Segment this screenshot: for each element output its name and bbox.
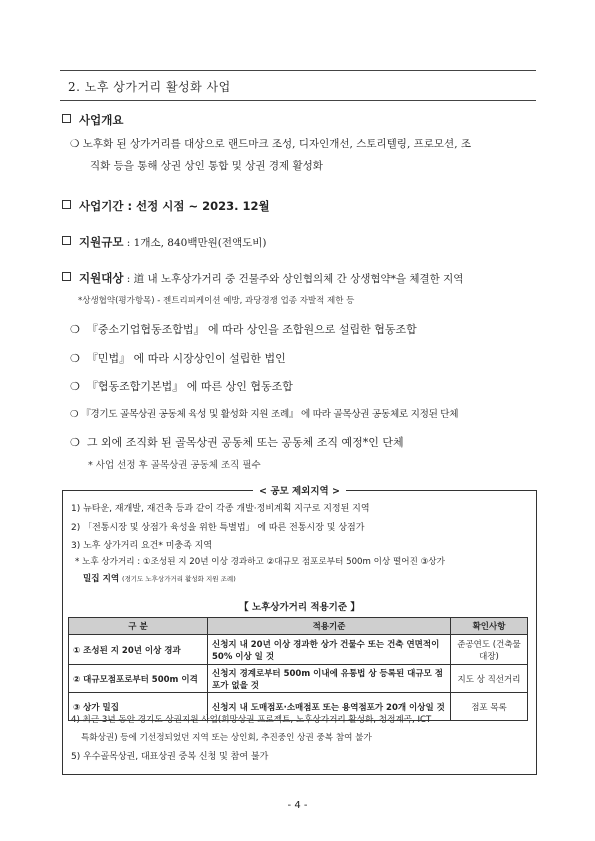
table-cell-criteria: 신청지 내 도매점포·소매점포 또는 용역점포가 20개 이상일 것 <box>208 693 451 721</box>
exclusion-line5: 5) 우수골목상권, 대표상권 중복 신청 및 참여 불가 <box>71 752 269 762</box>
top-rule <box>60 70 536 71</box>
table-cell-check: 준공연도 (건축물대장) <box>451 635 528 665</box>
overview-line2: 직화 등을 통해 상권 상인 통합 및 상권 경제 활성화 <box>90 160 323 172</box>
scale-label: 지원규모 <box>79 235 124 249</box>
table-header-cell: 확인사항 <box>451 618 528 635</box>
target-item-text: 그 외에 조직화 된 골목상권 공동체 또는 공동체 조직 예정*인 단체 <box>86 436 404 449</box>
circle-bullet-icon: ❍ <box>70 436 80 449</box>
exclusion-line3: 3) 노후 상가거리 요건* 미충족 지역 <box>71 541 213 551</box>
table-cell-category: ① 조성된 지 20년 이상 경과 <box>69 635 208 665</box>
overview-bullet <box>70 134 540 154</box>
checkbox-square-icon <box>62 114 71 123</box>
target-item-text: 『경기도 골목상권 공동체 육성 및 활성화 지원 조례』 에 따라 골목상권 공동체로 지정된 단체 <box>81 409 459 420</box>
exclusion-line1: 1) 뉴타운, 재개발, 재건축 등과 같이 각종 개발·정비계획 지구로 지정된 지역 <box>71 504 370 514</box>
standard-title: 【 노후상가거리 적용기준 】 <box>239 602 360 613</box>
exclusion-line3-note-b: 밀집 지역 <box>83 574 120 584</box>
checkbox-square-icon <box>62 200 71 209</box>
target-item-text: 『민법』 에 따라 시장상인이 설립한 법인 <box>86 352 286 365</box>
scale-value: : 1개소, 840백만원(전액도비) <box>123 237 267 249</box>
table-header-cell: 적용기준 <box>208 618 451 635</box>
circle-bullet-icon: ❍ <box>70 409 79 420</box>
exclusion-title-wrap <box>63 483 536 497</box>
target-items-note: * 사업 선정 후 골목상권 공동체 조직 필수 <box>88 460 261 471</box>
exclusion-line4a: 4) 최근 3년 동안 경기도 상권지원 사업(희망상권 프로젝트, 노후상가거리 활성화, 청정계곡, ICT <box>71 715 432 725</box>
target-item <box>70 378 293 394</box>
exclusion-line3-note-c: (경기도 노후상가거리 활성화 지원 조례) <box>121 575 236 583</box>
table-cell-category: ② 대규모점포로부터 500m 이격 <box>69 665 208 693</box>
period-label: 사업기간 : 선정 시점 ~ 2023. 12월 <box>79 199 270 213</box>
circle-bullet-icon: ❍ <box>70 323 80 336</box>
circle-bullet-icon: ❍ <box>70 138 80 150</box>
exclusion-title: < 공모 제외지역 > <box>253 486 346 497</box>
page-number: - 4 - <box>287 800 308 811</box>
overview-heading: 사업개요 <box>79 113 124 127</box>
circle-bullet-icon: ❍ <box>70 352 80 365</box>
target-text: : 道 내 노후상가거리 중 건물주와 상인협의체 간 상생협약*을 체결한 지역 <box>123 273 464 285</box>
standard-table <box>68 617 528 721</box>
exclusion-line4b: 특화상권) 등에 기선정되었던 지역 또는 상인회, 추진중인 상권 중복 참여 불가 <box>81 733 372 743</box>
target-note: *상생협약(평가항목) - 젠트리피케이션 예방, 과당경쟁 업종 자발적 제한 등 <box>78 296 355 306</box>
target-item-text: 『협동조합기본법』 에 따른 상인 협동조합 <box>86 380 293 393</box>
overview-heading-row <box>62 112 123 128</box>
period-row <box>62 198 270 214</box>
table-cell-criteria: 신청지 경계로부터 500m 이내에 유통법 상 등록된 대규모 점포가 없을 것 <box>208 665 451 693</box>
table-header-cell: 구 분 <box>69 618 208 635</box>
table-row <box>69 665 528 693</box>
overview-line1: 노후화 된 상가거리를 대상으로 랜드마크 조성, 디자인개선, 스토리텔링, 프로모션, 조 <box>82 138 472 150</box>
scale-row <box>62 234 267 250</box>
target-row <box>62 270 542 286</box>
section-title: 2. 노후 상가거리 활성화 사업 <box>68 80 231 94</box>
table-cell-check: 지도 상 직선거리 <box>451 665 528 693</box>
circle-bullet-icon: ❍ <box>70 380 80 393</box>
table-row <box>69 693 528 721</box>
table-row <box>69 635 528 665</box>
exclusion-line2: 2) 「전통시장 및 상점가 육성을 위한 특별법」 에 따른 전통시장 및 상점가 <box>71 523 365 533</box>
table-header-row <box>69 618 528 635</box>
target-item-text: 『중소기업협동조합법』 에 따라 상인을 조합원으로 설립한 협동조합 <box>86 323 417 336</box>
exclusion-line3-note-a: * 노후 상가거리 : ①조성된 지 20년 이상 경과하고 ②대규모 점포로부터 500m 이상 떨어진 ③상가 <box>75 557 445 567</box>
table-cell-check: 점포 목록 <box>451 693 528 721</box>
table-cell-criteria: 신청지 내 20년 이상 경과한 상가 건물수 또는 건축 연면적이 50% 이상 일 것 <box>208 635 451 665</box>
target-label: 지원대상 <box>79 271 124 285</box>
table-cell-category: ③ 상가 밀집 <box>69 693 208 721</box>
checkbox-square-icon <box>62 272 71 281</box>
target-item <box>70 406 458 420</box>
checkbox-square-icon <box>62 236 71 245</box>
target-item <box>70 321 417 337</box>
title-underline <box>60 100 536 101</box>
exclusion-line3-note-b-row <box>83 572 236 584</box>
target-item <box>70 350 286 366</box>
target-item <box>70 434 404 450</box>
